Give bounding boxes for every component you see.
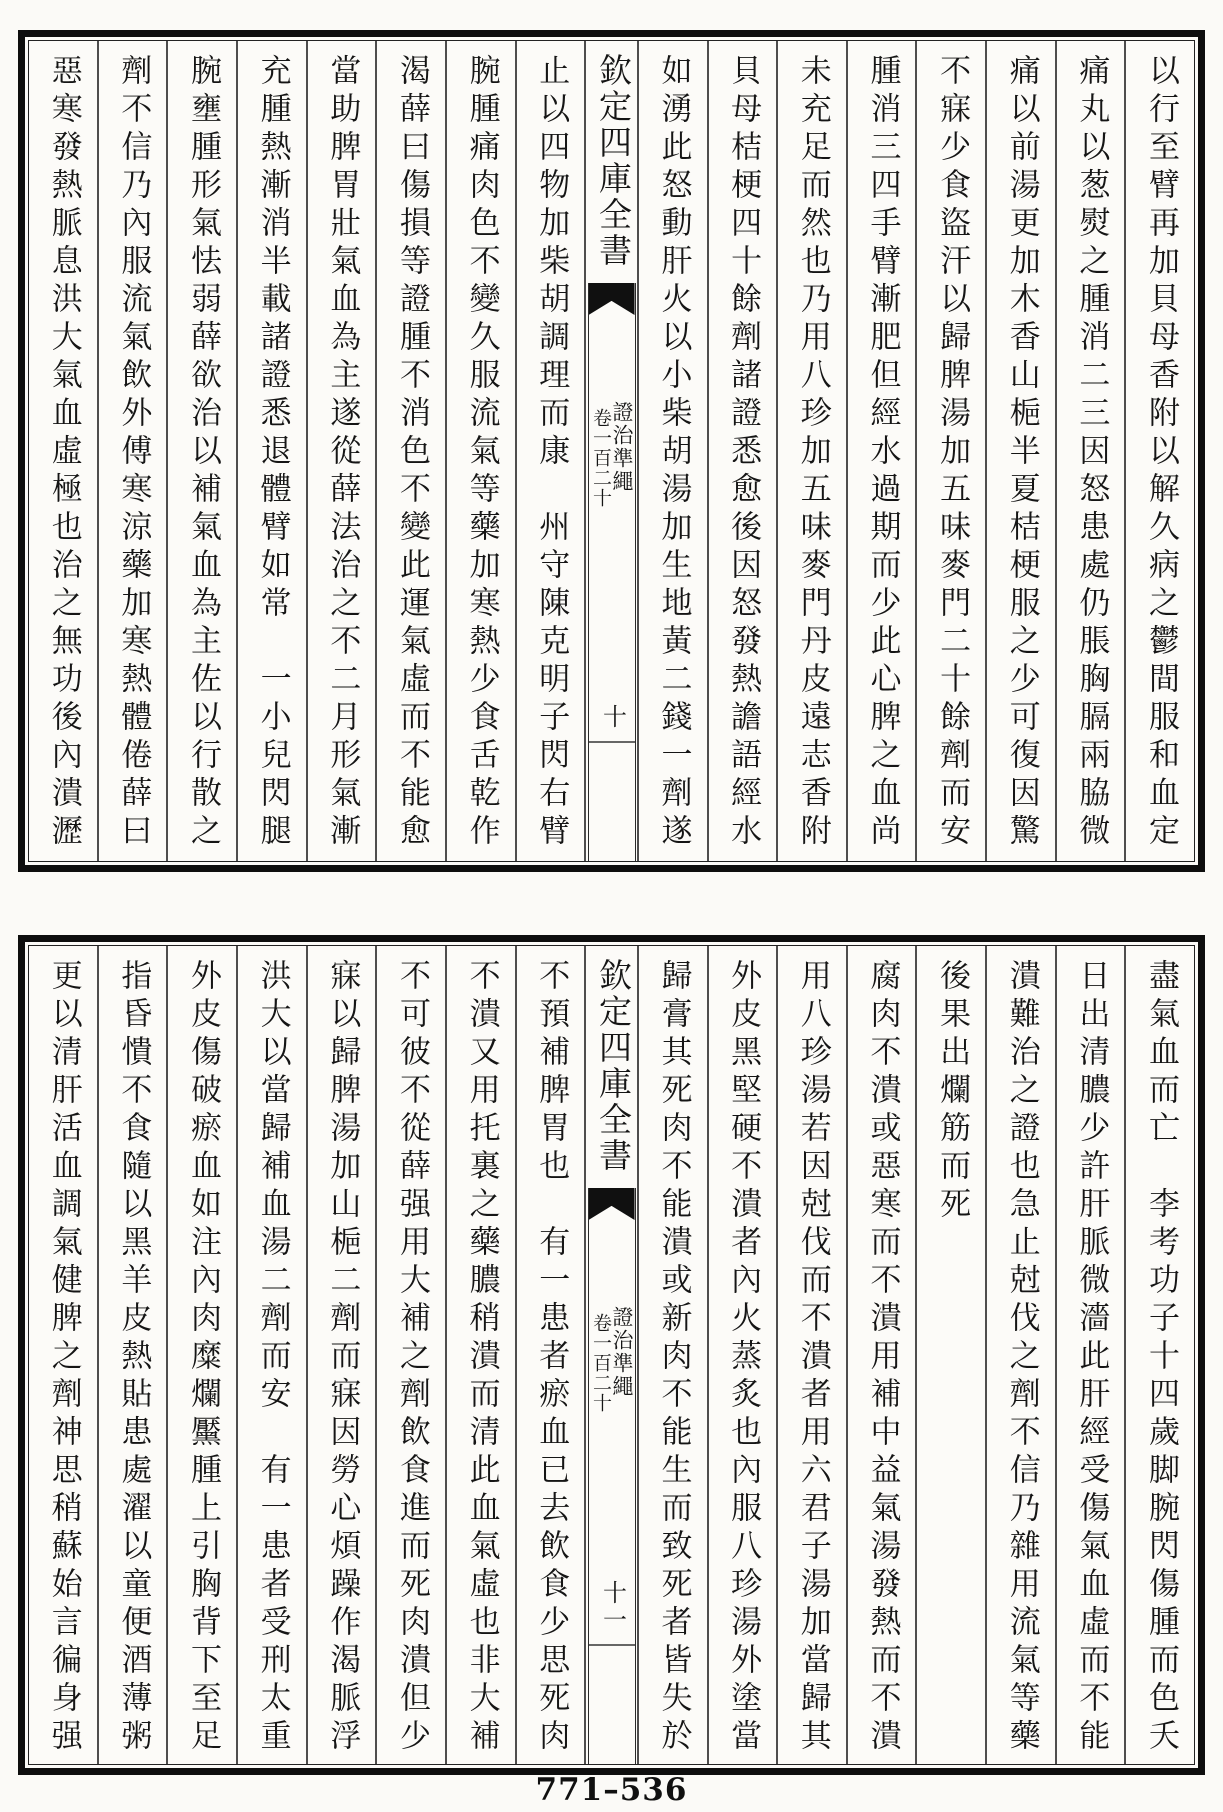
text-column: 以行至臂再加貝母香附以解久病之鬱間服和血定 xyxy=(1124,41,1194,861)
folio-divider xyxy=(589,741,635,743)
folio-divider xyxy=(589,1644,635,1646)
text-column: 腫消三四手臂漸肥但經水過期而少此心脾之血尚 xyxy=(846,41,916,861)
siku-quanshu-title: 欽定四庫全書 xyxy=(594,53,631,269)
text-column: 如湧此怒動肝火以小柴胡湯加生地黃二錢一劑遂 xyxy=(637,41,707,861)
volume-label: 卷一百二十 xyxy=(589,408,611,508)
text-column: 潰難治之證也急止尅伐之劑不信乃雜用流氣等藥 xyxy=(985,946,1055,1764)
text-column: 痛丸以葱熨之腫消二三因怒患處仍脹胸膈兩脇微 xyxy=(1055,41,1125,861)
folio-number: 十一 xyxy=(598,1580,625,1634)
text-column: 不預補脾胃也 有一患者瘀血已去飲食少思死肉 xyxy=(515,946,585,1764)
folio-block-top-inner xyxy=(28,40,1195,862)
text-column: 寐以歸脾湯加山梔二劑而寐因勞心煩躁作渴脈浮 xyxy=(306,946,376,1764)
text-column: 外皮黑堅硬不潰者內火蒸炙也內服八珍湯外塗當 xyxy=(707,946,777,1764)
banxin-strip xyxy=(588,283,636,861)
text-column: 不可彼不從薛强用大補之劑飲食進而死肉潰但少 xyxy=(375,946,445,1764)
text-column: 外皮傷破瘀血如注內肉糜爛黶腫上引胸背下至足 xyxy=(166,946,236,1764)
fishtail-marker-icon xyxy=(589,283,635,315)
folio-block-bottom xyxy=(18,935,1205,1775)
text-column: 痛以前湯更加木香山梔半夏桔梗服之少可復因驚 xyxy=(985,41,1055,861)
folio-block-top xyxy=(18,30,1205,872)
text-column: 盡氣血而亡 李考功子十四歲脚腕閃傷腫而色夭 xyxy=(1124,946,1194,1764)
book-title: 證治準繩 xyxy=(610,1306,635,1398)
text-column: 止以四物加柴胡調理而康 州守陳克明子閃右臂 xyxy=(515,41,585,861)
text-column: 劑不信乃內服流氣飲外傅寒涼藥加寒熱體倦薛曰 xyxy=(97,41,167,861)
text-column: 腐肉不潰或惡寒而不潰用補中益氣湯發熱而不潰 xyxy=(846,946,916,1764)
text-column: 貝母桔梗四十餘劑諸證悉愈後因怒發熱譫語經水 xyxy=(707,41,777,861)
text-column: 腕壅腫形氣怯弱薛欲治以補氣血為主佐以行散之 xyxy=(166,41,236,861)
text-column: 日出清膿少許肝脈微濇此肝經受傷氣血虛而不能 xyxy=(1055,946,1125,1764)
text-column: 充腫熱漸消半載諸證悉退體臂如常 一小兒閃腿 xyxy=(236,41,306,861)
text-column: 當助脾胃壯氣血為主遂從薛法治之不二月形氣漸 xyxy=(306,41,376,861)
siku-quanshu-title: 欽定四庫全書 xyxy=(594,958,631,1174)
text-column: 不寐少食盜汗以歸脾湯加五味麥門二十餘劑而安 xyxy=(915,41,985,861)
text-column: 更以清肝活血調氣健脾之劑神思稍蘇始言徧身强 xyxy=(46,959,82,1757)
text-column: 腕腫痛肉色不變久服流氣等藥加寒熱少食舌乾作 xyxy=(445,41,515,861)
folio-number: 十 xyxy=(598,704,625,731)
banxin-column xyxy=(584,946,637,1764)
text-column: 後果出爛筋而死 xyxy=(915,946,985,1764)
banxin-names xyxy=(590,1306,633,1413)
folio-block-bottom-inner xyxy=(28,945,1195,1765)
volume-label: 卷一百二十 xyxy=(589,1313,611,1413)
text-column: 歸膏其死肉不能潰或新肉不能生而致死者皆失於 xyxy=(637,946,707,1764)
book-title: 證治準繩 xyxy=(610,401,635,493)
banxin-column xyxy=(584,41,637,861)
text-column: 未充足而然也乃用八珍加五味麥門丹皮遠志香附 xyxy=(776,41,846,861)
text-column: 指昏憒不食隨以黑羊皮熱貼患處濯以童便酒薄粥 xyxy=(97,946,167,1764)
fishtail-marker-icon xyxy=(589,1188,635,1220)
banxin-names xyxy=(590,401,633,508)
text-column: 不潰又用托裏之藥膿稍潰而清此血氣虛也非大補 xyxy=(445,946,515,1764)
text-column: 渴薛曰傷損等證腫不消色不變此運氣虛而不能愈 xyxy=(375,41,445,861)
text-column: 用八珍湯若因尅伐而不潰者用六君子湯加當歸其 xyxy=(776,946,846,1764)
text-column: 洪大以當歸補血湯二劑而安 有一患者受刑太重 xyxy=(236,946,306,1764)
page-number: 771–536 xyxy=(535,1772,688,1808)
banxin-strip xyxy=(588,1188,636,1764)
text-column: 惡寒發熱脈息洪大氣血虛極也治之無功後內潰瀝 xyxy=(46,54,82,852)
